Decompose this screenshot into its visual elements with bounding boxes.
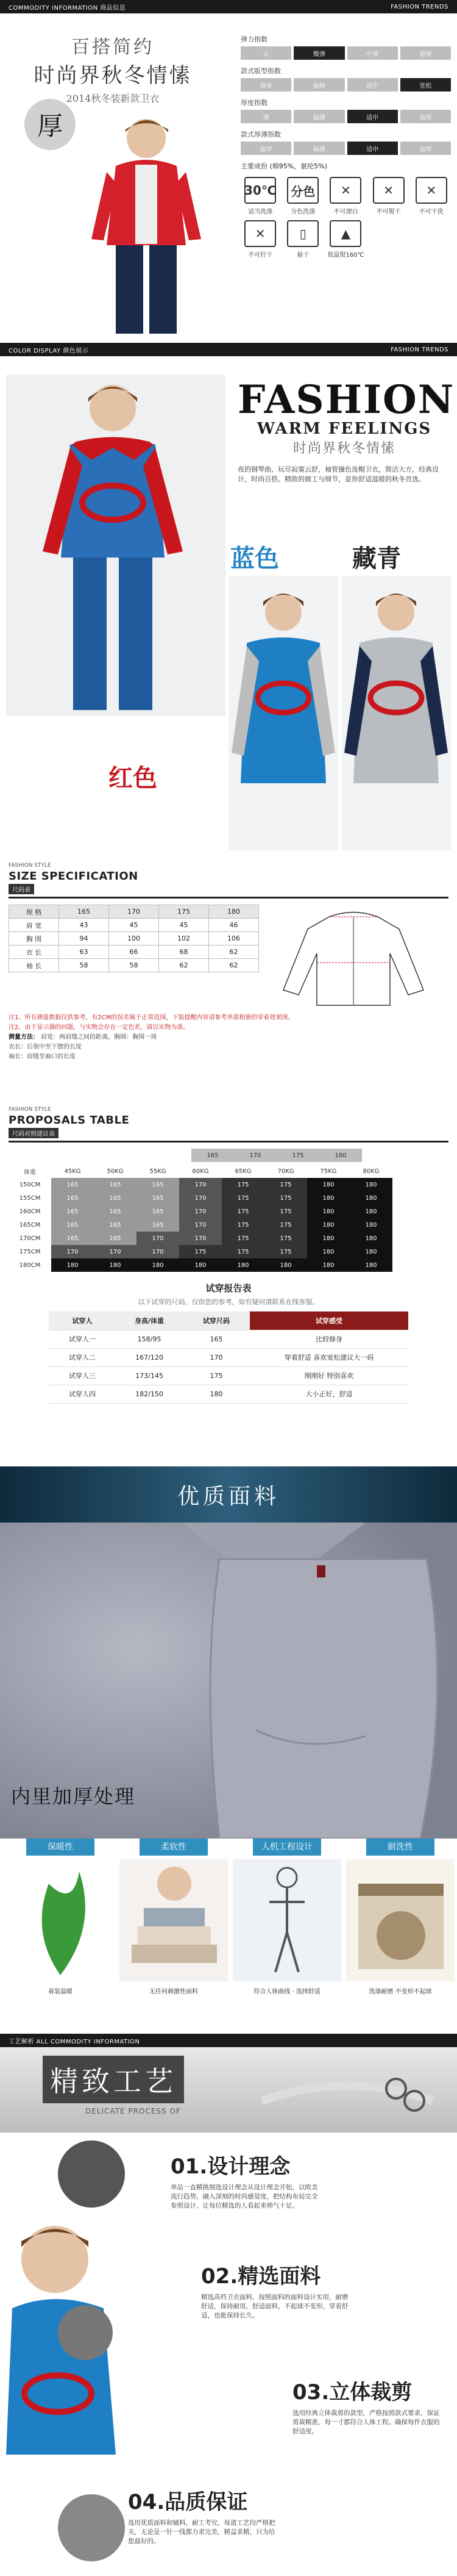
- table-cell: 175: [277, 1149, 319, 1162]
- table-cell: 175: [222, 1205, 264, 1218]
- table-cell: 55KG: [149, 1168, 166, 1175]
- spec-cell: 偏修: [294, 78, 344, 91]
- table-row: [9, 1164, 392, 1178]
- table-cell: 58: [109, 959, 159, 972]
- fashion-description: 夜的钢琴曲，玩尽寂寞云舒，袖管撞色连帽卫衣，简洁大方，经典设计，时尚百搭。精致的做工与细节，是你舒适温暖的秋冬首选。: [238, 465, 439, 483]
- no-wring-icon: ✕: [244, 220, 276, 247]
- craft-title: 精致工艺: [43, 2056, 184, 2103]
- spec-cell-selected: 适中: [347, 110, 398, 123]
- craft-step-1: [171, 2150, 451, 2211]
- spec-label: 厚度指数: [241, 99, 267, 107]
- table-cell: 175: [222, 1178, 264, 1191]
- step-title-text: 设计理念: [207, 2154, 291, 2179]
- table-cell: 180CM: [19, 1261, 41, 1269]
- table-cell: 180: [136, 1258, 179, 1272]
- table-cell: 175CM: [19, 1248, 41, 1255]
- table-cell: 袖 长: [9, 959, 59, 972]
- fashion-title: FASHION: [238, 377, 455, 423]
- table-cell: 175: [222, 1245, 264, 1258]
- commodity-info-section: [0, 13, 457, 343]
- table-cell: 165: [191, 1149, 234, 1162]
- spec-cell: 薄: [241, 110, 291, 123]
- table-cell: 175: [264, 1191, 307, 1205]
- spec-cell: 无: [241, 46, 291, 60]
- note-1: 注1、所有测量数据仅供参考，有2CM的误差属于正常范围，下装提醒内容请参考单款相册的穿着效果图。: [9, 1014, 294, 1021]
- spec-group-elastic: [241, 34, 451, 60]
- table-cell: 180: [350, 1191, 392, 1205]
- table-cell: 165: [51, 1232, 94, 1245]
- table-cell: 穿着舒适 喜欢宽松建议大一码: [250, 1348, 408, 1366]
- table-cell: 180: [307, 1232, 350, 1245]
- measure-1: 肩宽：两肩缝之间的距离，胸围：胸围一周: [41, 1034, 157, 1041]
- table-cell: 46: [209, 919, 259, 932]
- table-cell: 170: [179, 1218, 222, 1232]
- step-title: [171, 2150, 451, 2180]
- table-cell: 165: [136, 1178, 179, 1191]
- table-cell: 165: [94, 1232, 136, 1245]
- table-cell: 180: [307, 1178, 350, 1191]
- table-cell: 165CM: [19, 1221, 41, 1229]
- table-cell: 165: [94, 1178, 136, 1191]
- hero-title-1: 百搭简约: [71, 37, 154, 58]
- craft-step-2: [201, 2259, 457, 2320]
- color-label-red: 红色: [108, 764, 157, 792]
- color-label-blue: 蓝色: [230, 544, 279, 573]
- spec-cell: 加厚: [400, 142, 451, 155]
- table-cell: 肩 宽: [9, 919, 59, 932]
- table-cell: 170: [179, 1232, 222, 1245]
- table-cell: 160CM: [19, 1208, 41, 1215]
- table-cell: 170: [179, 1205, 222, 1218]
- care-item: [412, 177, 451, 215]
- table-row: [9, 919, 259, 932]
- spec-row: [241, 78, 451, 91]
- spec-cell: 加厚: [400, 110, 451, 123]
- table-cell: 180: [307, 1191, 350, 1205]
- care-item: [283, 220, 322, 259]
- table-cell: 胸 围: [9, 932, 59, 945]
- feature-caption: 着装温暖: [48, 1989, 73, 1995]
- care-item: [369, 177, 408, 215]
- table-row: [9, 1245, 392, 1258]
- feature-caption: 洗涤耐磨 不变形不起球: [369, 1989, 432, 1995]
- table-cell: 100: [109, 932, 159, 945]
- table-cell: 170: [51, 1245, 94, 1258]
- table-cell: 165: [136, 1191, 179, 1205]
- table-cell: 170: [109, 905, 159, 919]
- fashion-chinese: 时尚界秋冬情愫: [292, 441, 395, 456]
- table-cell: 170: [183, 1348, 250, 1366]
- table-cell: 62: [209, 945, 259, 959]
- table-cell: 175: [179, 1245, 222, 1258]
- table-cell: 80KG: [363, 1168, 380, 1175]
- feature-tag: 柔软性: [140, 1839, 208, 1856]
- table-row: [9, 1191, 392, 1205]
- size-spec-table: [9, 905, 259, 972]
- inner-lining-label: 内里加厚处理: [11, 1785, 136, 1808]
- spec-row: [241, 142, 451, 155]
- proposals-table: [9, 1164, 392, 1272]
- section-divider: [9, 897, 448, 899]
- table-row: [9, 932, 259, 945]
- table-cell: 62: [159, 959, 209, 972]
- bar-left-label: 工艺解析 ALL COMMODITY INFORMATION: [9, 2038, 140, 2045]
- table-cell: 167/120: [116, 1348, 183, 1366]
- feature-ergonomic: [233, 1839, 341, 1995]
- table-cell: 165: [59, 905, 109, 919]
- table-cell: 175: [264, 1205, 307, 1218]
- commodity-info-bar: [0, 0, 457, 13]
- table-row: [49, 1330, 408, 1348]
- spec-label: 款式厚薄指数: [241, 131, 281, 138]
- table-cell: 试穿人四: [49, 1385, 116, 1403]
- table-row: [9, 1258, 392, 1272]
- washing-machine-image: [346, 1859, 455, 1981]
- spec-group-style: [241, 129, 451, 155]
- table-cell: 175: [222, 1232, 264, 1245]
- feature-washable: [346, 1839, 455, 1995]
- table-cell: 94: [59, 932, 109, 945]
- measurement-diagram: [271, 905, 436, 1008]
- table-cell: 衣 长: [9, 945, 59, 959]
- table-cell: 180: [307, 1258, 350, 1272]
- table-cell: 165: [51, 1205, 94, 1218]
- care-item: [326, 177, 365, 215]
- report-title: 试穿报告表: [205, 1283, 252, 1294]
- table-cell: 180: [51, 1258, 94, 1272]
- table-cell: 165: [51, 1191, 94, 1205]
- care-label: 不可漂白: [333, 209, 358, 215]
- section-subheading: 尺码表: [9, 884, 34, 894]
- step-number: 01.: [171, 2154, 208, 2179]
- table-cell: 175: [264, 1218, 307, 1232]
- leaf-figure-image: [6, 1859, 115, 1981]
- care-label: 适当洗涤: [248, 209, 273, 215]
- spec-label: 弹力指数: [241, 35, 267, 43]
- measure-3: 袖长：肩缝至袖口的长度: [9, 1053, 76, 1060]
- table-cell: 175: [222, 1218, 264, 1232]
- table-cell: 180: [94, 1258, 136, 1272]
- table-cell: 60KG: [192, 1168, 209, 1175]
- spec-row: [241, 46, 451, 60]
- spec-cell: 中弹: [347, 46, 398, 60]
- hero-title-2: 时尚界秋冬情愫: [34, 63, 192, 88]
- table-cell: 63: [59, 945, 109, 959]
- spec-cell: 偏薄: [294, 142, 344, 155]
- table-cell: 180: [183, 1385, 250, 1403]
- table-cell: 165: [136, 1205, 179, 1218]
- care-item: [326, 220, 365, 259]
- table-cell: 170: [136, 1245, 179, 1258]
- table-cell: 180: [307, 1245, 350, 1258]
- table-cell: 102: [159, 932, 209, 945]
- spec-cell-selected: 微弹: [294, 46, 344, 60]
- table-cell: 180: [179, 1258, 222, 1272]
- table-cell: 试穿人一: [49, 1330, 116, 1348]
- craft-bar: [0, 2034, 457, 2047]
- step-description: 选用优质面料和辅料，耐工考究，每道工艺均严格把关，无论是一针一线都力求完美，精益求精，只为给您最好的。: [128, 2519, 275, 2545]
- table-cell: 试穿人三: [49, 1366, 116, 1385]
- table-row: [49, 1311, 408, 1330]
- craft-step-4: [128, 2485, 408, 2546]
- table-cell: 180: [350, 1245, 392, 1258]
- spec-cell: 超弹: [400, 46, 451, 60]
- table-cell: 试穿尺码: [183, 1311, 250, 1330]
- bar-right-label: FASHION TRENDS: [391, 346, 448, 353]
- table-cell: 175: [264, 1178, 307, 1191]
- table-cell: 175: [222, 1191, 264, 1205]
- no-dry-clean-icon: ✕: [416, 177, 447, 204]
- table-row: [9, 1205, 392, 1218]
- bar-left-label: COMMODITY INFORMATION 商品信息: [9, 4, 126, 12]
- table-cell: 45: [109, 919, 159, 932]
- table-cell: 试穿人: [49, 1311, 116, 1330]
- measure-method: [9, 1033, 448, 1042]
- body-skeleton-image: [233, 1859, 341, 1981]
- hang-dry-icon: ▯: [287, 220, 319, 247]
- feature-caption: 无任何刺激性面料: [149, 1989, 198, 1995]
- feature-tag: 人机工程设计: [253, 1839, 321, 1856]
- step-number: 04.: [128, 2490, 165, 2514]
- table-cell: 45: [159, 919, 209, 932]
- separate-wash-icon: 分色: [287, 177, 319, 204]
- table-cell: 106: [209, 932, 259, 945]
- table-cell: 158/95: [116, 1330, 183, 1348]
- no-tumble-dry-icon: ✕: [373, 177, 405, 204]
- craft-step-3: [292, 2375, 451, 2436]
- size-spec-row: [9, 905, 448, 1008]
- folded-clothes-image: [119, 1859, 228, 1981]
- table-row: [191, 1149, 362, 1162]
- table-cell: 165: [94, 1205, 136, 1218]
- section-subheading: 尺码对照建议表: [9, 1128, 58, 1138]
- table-cell: 身高/体重: [116, 1311, 183, 1330]
- spec-cell: 偏薄: [294, 110, 344, 123]
- care-label: 不可干洗: [419, 209, 444, 215]
- table-cell: 180: [350, 1232, 392, 1245]
- section-heading: SIZE SPECIFICATION: [9, 870, 138, 883]
- table-cell: 68: [159, 945, 209, 959]
- color-display-section: [0, 356, 457, 856]
- section-small-label: FASHION STYLE: [9, 863, 51, 869]
- feature-softness: [119, 1839, 228, 1995]
- table-cell: 大小正好，舒适: [250, 1385, 408, 1403]
- feature-warmth: [6, 1839, 115, 1995]
- care-label: 不可熨干: [376, 209, 401, 215]
- iron-low-icon: ▲: [330, 220, 361, 247]
- step-title-text: 精选面料: [238, 2264, 321, 2289]
- size-header-table: [191, 1149, 362, 1162]
- care-item: [241, 220, 280, 259]
- table-cell: 180: [307, 1205, 350, 1218]
- table-row: [9, 959, 259, 972]
- section-heading: PROPOSALS TABLE: [9, 1114, 130, 1127]
- table-cell: 175: [264, 1232, 307, 1245]
- table-row: [9, 1178, 392, 1191]
- care-label: 不可拧干: [248, 252, 273, 259]
- table-cell: 182/150: [116, 1385, 183, 1403]
- table-cell: 170: [136, 1232, 179, 1245]
- spec-cell: 偏厚: [241, 142, 291, 155]
- size-notes: [9, 1013, 448, 1062]
- table-cell: 175: [264, 1245, 307, 1258]
- table-cell: 50KG: [107, 1168, 124, 1175]
- table-cell: 165: [183, 1330, 250, 1348]
- table-cell: 体重: [24, 1169, 36, 1176]
- table-cell: 173/145: [116, 1366, 183, 1385]
- care-icons-grid: [241, 177, 451, 259]
- table-row: [49, 1348, 408, 1366]
- proposals-section: [0, 1100, 457, 1466]
- table-cell: 180: [350, 1258, 392, 1272]
- step-number: 03.: [292, 2380, 330, 2405]
- table-cell: 170: [179, 1178, 222, 1191]
- measure-method-head: 测量方法：: [9, 1034, 39, 1041]
- measuring-tape-scissors-image: [256, 2064, 439, 2125]
- thick-badge: 厚: [24, 99, 76, 150]
- wash-30-icon: 30℃: [244, 177, 276, 204]
- feature-tag: 耐洗性: [366, 1839, 434, 1856]
- care-item: [283, 177, 322, 215]
- table-cell: 58: [59, 959, 109, 972]
- craft-subtitle: DELICATE PROCESS OF: [85, 2107, 181, 2115]
- table-cell: 试穿人二: [49, 1348, 116, 1366]
- table-cell: 175: [159, 905, 209, 919]
- table-cell: 175: [183, 1366, 250, 1385]
- table-cell: 170: [234, 1149, 277, 1162]
- step-title: [292, 2375, 451, 2405]
- care-label: 悬干: [297, 252, 310, 259]
- step-number: 02.: [201, 2264, 238, 2289]
- no-bleach-icon: ✕: [330, 177, 361, 204]
- bar-left-label: COLOR DISPLAY 颜色展示: [9, 347, 89, 354]
- table-cell: 165: [51, 1218, 94, 1232]
- table-cell: 70KG: [277, 1168, 294, 1175]
- step-description: 选用经典立体裁剪的款型，严格按照款式要求，保证剪裁精准，每一寸都符合人体工程。确保每件衣服的舒适度。: [292, 2409, 440, 2435]
- spec-cell-selected: 适中: [347, 142, 398, 155]
- features-section: [0, 1839, 457, 2034]
- care-label: 低温熨160℃: [327, 252, 364, 259]
- table-cell: 165: [136, 1218, 179, 1232]
- fashion-subtitle: WARM FEELINGS: [257, 420, 432, 438]
- table-cell: 180: [350, 1205, 392, 1218]
- table-cell: 62: [209, 959, 259, 972]
- fabric-section: [0, 1466, 457, 1839]
- spec-group-thickness: [241, 98, 451, 123]
- care-label: 分色洗涤: [291, 209, 316, 215]
- hero-model-photo: [79, 111, 213, 337]
- fabric-title-banner: 优质面料: [0, 1466, 457, 1523]
- composition-text: 主要成份 (棉95%，氨纶5%): [241, 162, 327, 170]
- hero-title-3: 2014秋冬装新款卫衣: [66, 93, 160, 104]
- spec-label: 款式版型指数: [241, 67, 281, 75]
- feature-tag: 保暖性: [26, 1839, 94, 1856]
- table-cell: 170: [179, 1191, 222, 1205]
- table-cell: 180: [350, 1218, 392, 1232]
- table-row: [9, 945, 259, 959]
- table-cell: 比较修身: [250, 1330, 408, 1348]
- table-row: [9, 1218, 392, 1232]
- table-cell: 试穿感受: [250, 1311, 408, 1330]
- table-cell: 150CM: [19, 1181, 41, 1188]
- fashion-heading: [238, 377, 455, 457]
- step-title-text: 品质保证: [165, 2490, 248, 2514]
- step-title-text: 立体裁剪: [329, 2380, 413, 2405]
- table-cell: 170: [94, 1245, 136, 1258]
- spec-indices: [241, 30, 451, 259]
- measure-2: 衣长：后领中至下摆的长度: [9, 1044, 82, 1050]
- table-cell: 180: [319, 1149, 362, 1162]
- table-cell: 155CM: [19, 1194, 41, 1202]
- table-row: [49, 1385, 408, 1403]
- color-display-bar: [0, 343, 457, 356]
- table-cell: 180: [222, 1258, 264, 1272]
- table-cell: 180: [307, 1218, 350, 1232]
- table-cell: 180: [350, 1178, 392, 1191]
- table-cell: 规 格: [9, 905, 59, 919]
- table-cell: 43: [59, 919, 109, 932]
- table-cell: 170CM: [19, 1235, 41, 1242]
- report-table: [49, 1311, 408, 1404]
- table-cell: 180: [264, 1258, 307, 1272]
- note-2: 注2、由于显示器的问题，与实物会存在一定色差，请以实物为准。: [9, 1024, 190, 1031]
- bar-right-label: FASHION TRENDS: [391, 3, 448, 10]
- table-cell: 75KG: [320, 1168, 337, 1175]
- table-cell: 66: [109, 945, 159, 959]
- section-divider: [9, 1141, 448, 1143]
- table-cell: 165: [94, 1191, 136, 1205]
- table-cell: 165: [94, 1218, 136, 1232]
- table-cell: 45KG: [64, 1168, 81, 1175]
- table-cell: 165: [51, 1178, 94, 1191]
- step-title: [128, 2485, 408, 2515]
- step-title: [201, 2259, 457, 2289]
- spec-cell: 修身: [241, 78, 291, 91]
- feature-caption: 符合人体曲线 · 选择舒适: [253, 1989, 321, 1995]
- craft-section: [0, 2034, 457, 2575]
- table-cell: 刚刚好 特别喜欢: [250, 1366, 408, 1385]
- spec-group-fit: [241, 66, 451, 91]
- table-row: [9, 905, 259, 919]
- spec-cell-selected: 宽松: [400, 78, 451, 91]
- size-spec-section: [0, 856, 457, 1100]
- table-row: [9, 1232, 392, 1245]
- color-label-navy: 藏青: [352, 544, 401, 573]
- table-cell: 180: [209, 905, 259, 919]
- hero-title-block: [12, 32, 213, 105]
- care-item: [241, 177, 280, 215]
- report-subtitle: 以下试穿的尺码，仅供您的参考，如有疑问请联系在线客服。: [138, 1298, 319, 1306]
- step-description: 精选高档卫衣面料，按照面料的面料设计实用，耐磨舒适，保持耐用，舒适面料，不起球不变形，穿着舒适，也能保持长久。: [201, 2294, 349, 2319]
- step-description: 单品一直精挑细选设计理念从设计理念开始，以欧美流行趋势，融入深刻的时尚感觉度，把结构布局完全参照设计，让每位精选的人看起来帅气十足。: [171, 2184, 318, 2209]
- spec-row: [241, 110, 451, 123]
- table-cell: 65KG: [235, 1168, 252, 1175]
- spec-cell: 适中: [347, 78, 398, 91]
- table-row: [49, 1366, 408, 1385]
- section-small-label: FASHION STYLE: [9, 1107, 51, 1113]
